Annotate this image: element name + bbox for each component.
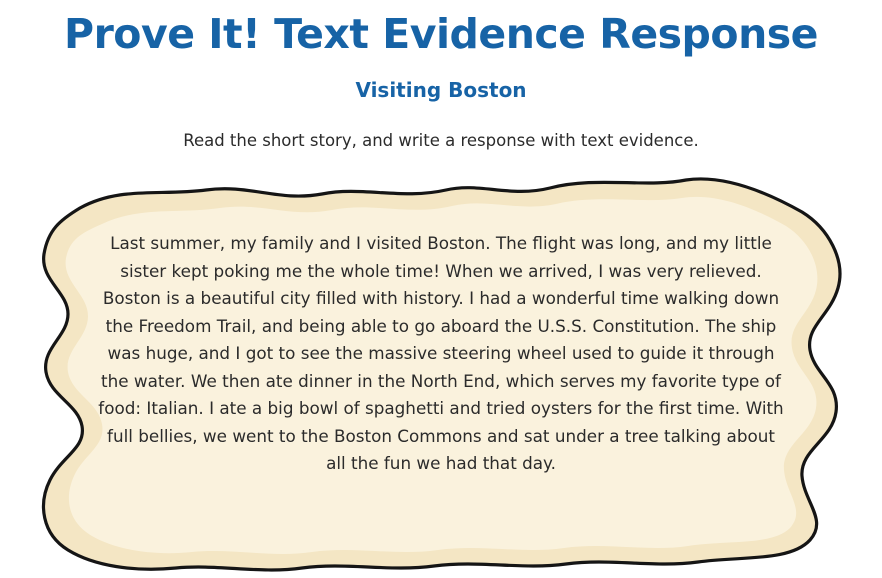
page-title: Prove It! Text Evidence Response bbox=[64, 10, 818, 58]
story-scroll bbox=[10, 168, 872, 578]
page-subtitle: Visiting Boston bbox=[355, 78, 527, 102]
instructions-text: Read the short story, and write a response with text evidence. bbox=[183, 131, 699, 150]
story-text: Last summer, my family and I visited Boston. The flight was long, and my little sister kept poking me the whole time! When we arrived, I was very relieved. Boston is a beautiful city filled with history. I had a wonderful time walking down the Freedom Trail, and being able to go aboard the U.S.S. Constitution. The ship was huge, and I got to see the massive steering wheel used to guide it through the water. We then ate dinner in the North End, which serves my favorite type of food: Italian. I ate a big bowl of spaghetti and tried oysters for the first time. With full bellies, we went to the Boston Commons and sat under a tree talking about all the fun we had that day. bbox=[98, 233, 784, 473]
